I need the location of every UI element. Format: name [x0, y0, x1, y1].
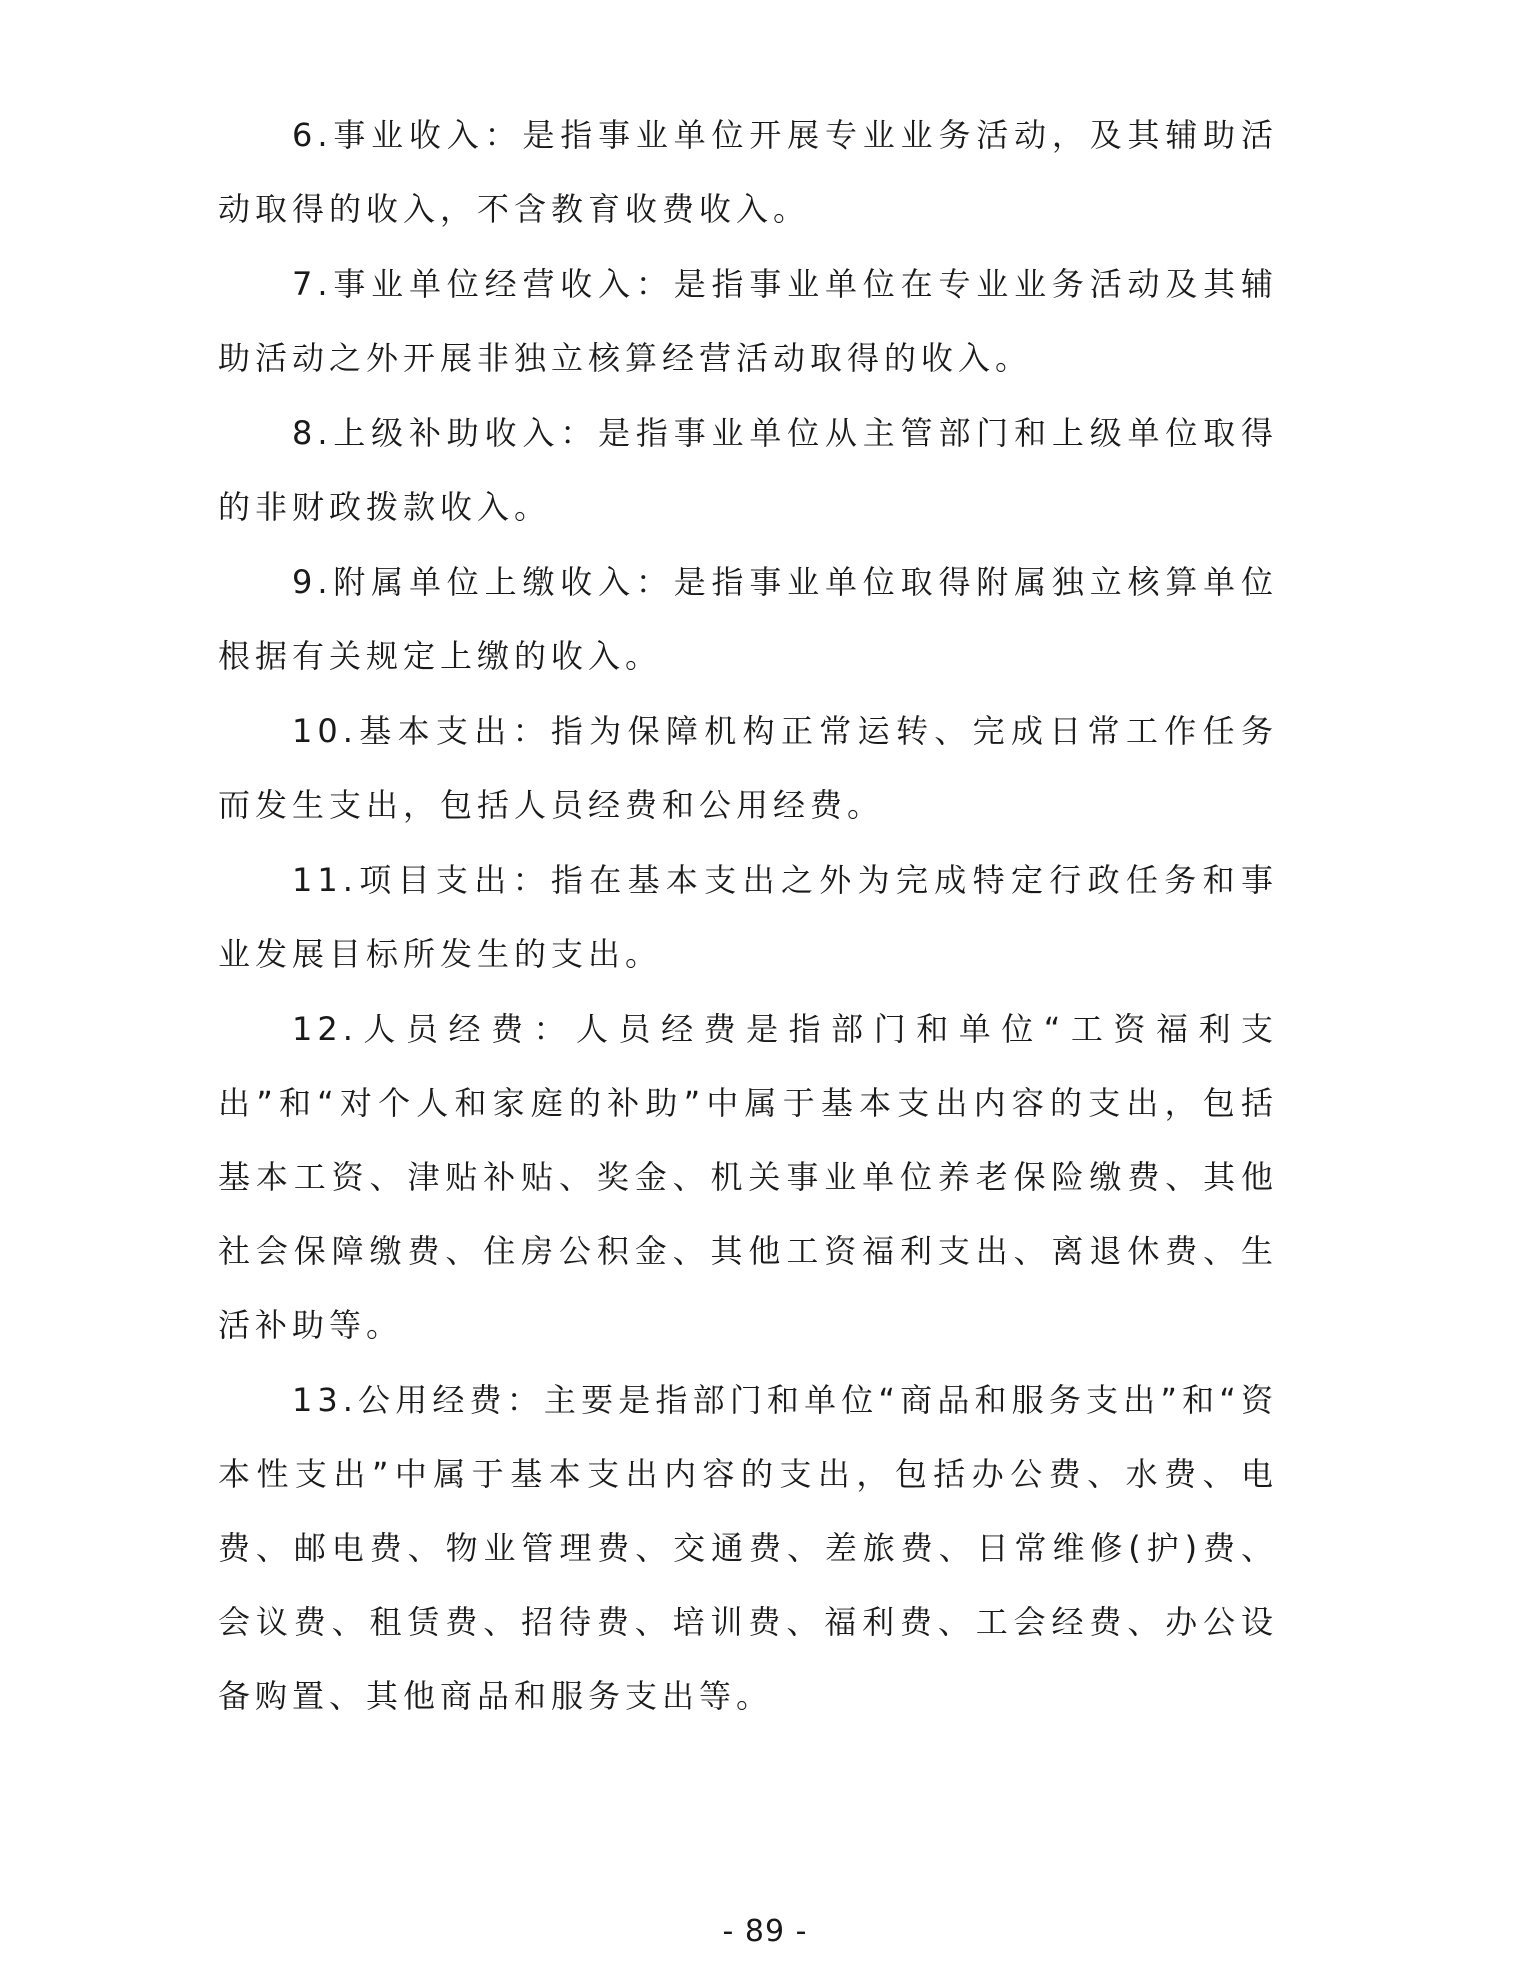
- paragraph-item-13: 13.公用经费：主要是指部门和单位“商品和服务支出”和“资本性支出”中属于基本支出内容的支出，包括办公费、水费、电费、邮电费、物业管理费、交通费、差旅费、日常维修(护)费、会议费、租赁费、招待费、培训费、福利费、工会经费、办公设备购置、其他商品和服务支出等。: [218, 1381, 1278, 1715]
- document-body: [218, 98, 1278, 1734]
- paragraph-item-6: 6.事业收入：是指事业单位开展专业业务活动，及其辅助活动取得的收入，不含教育收费收入。: [218, 116, 1278, 228]
- paragraph-item-7: 7.事业单位经营收入：是指事业单位在专业业务活动及其辅助活动之外开展非独立核算经营活动取得的收入。: [218, 265, 1278, 377]
- paragraph-item-12: 12.人员经费：人员经费是指部门和单位“工资福利支出”和“对个人和家庭的补助”中属于基本支出内容的支出，包括基本工资、津贴补贴、奖金、机关事业单位养老保险缴费、其他社会保障缴费、住房公积金、其他工资福利支出、离退休费、生活补助等。: [218, 1010, 1278, 1344]
- page-number: - 89 -: [722, 1914, 808, 1949]
- paragraph-item-9: 9.附属单位上缴收入：是指事业单位取得附属独立核算单位根据有关规定上缴的收入。: [218, 563, 1278, 675]
- paragraph-item-8: 8.上级补助收入：是指事业单位从主管部门和上级单位取得的非财政拨款收入。: [218, 414, 1278, 526]
- paragraph-item-10: 10.基本支出：指为保障机构正常运转、完成日常工作任务而发生支出，包括人员经费和公用经费。: [218, 712, 1278, 824]
- paragraph-item-11: 11.项目支出：指在基本支出之外为完成特定行政任务和事业发展目标所发生的支出。: [218, 861, 1278, 973]
